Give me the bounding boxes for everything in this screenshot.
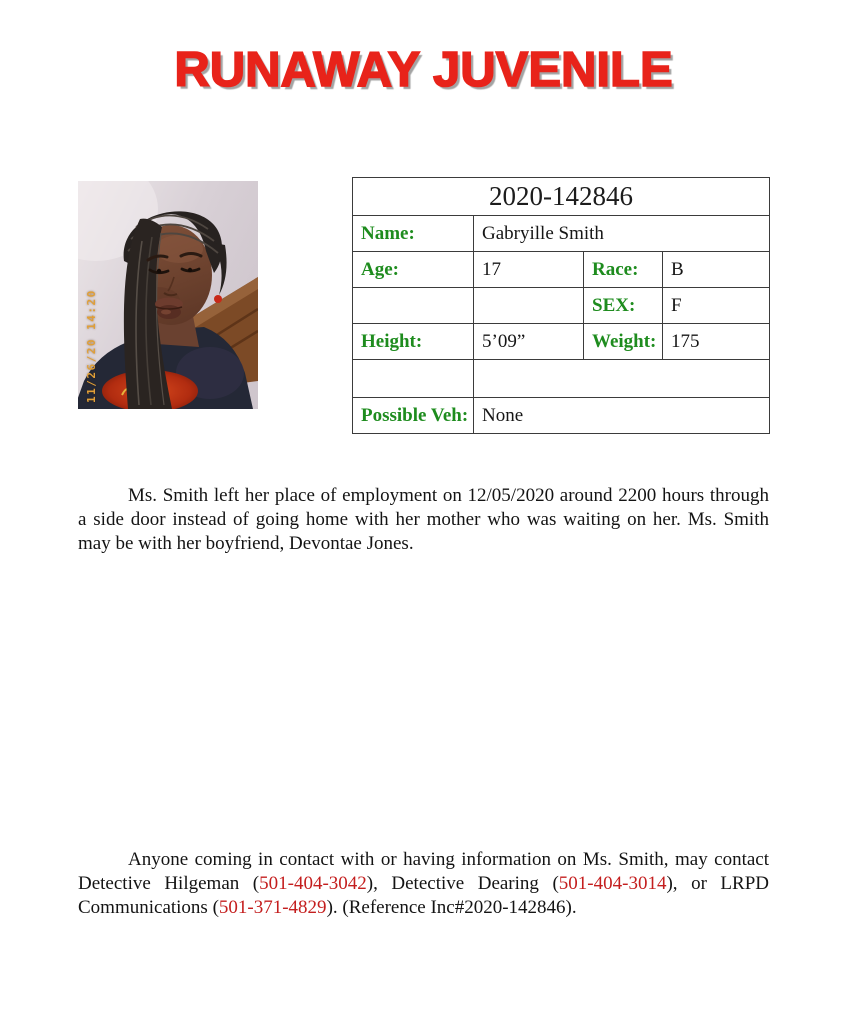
phone-number-2: 501-404-3014 [558,873,667,894]
contact-text-2: ), Detective Dearing ( [366,873,559,894]
case-number-row [353,178,770,216]
weight-value: 175 [663,324,770,360]
sex-label: SEX: [584,288,663,324]
photo-timestamp: 11/26/20 14:20 [85,289,98,403]
narrative-paragraph: Ms. Smith left her place of employment on 12/05/2020 around 2200 hours through a side door instead of going home with her mother who was waiting on her. Ms. Smith may be with her boyfriend, Devontae Jones. [78,485,769,554]
weight-label: Weight: [584,324,663,360]
height-weight-row [353,324,770,360]
page-title: RUNAWAY JUVENILE [174,43,673,97]
contact-text-4: ). (Reference Inc#2020-142846). [326,897,577,918]
possible-veh-label: Possible Veh: [353,398,474,434]
empty-cell [474,288,584,324]
height-value: 5’09” [474,324,584,360]
juvenile-photo [78,181,258,409]
name-value: Gabryille Smith [474,216,770,252]
age-label: Age: [353,252,474,288]
age-race-row [353,252,770,288]
case-number: 2020-142846 [353,178,770,216]
age-value: 17 [474,252,584,288]
possible-veh-value: None [474,398,770,434]
phone-number-3: 501-371-4829 [218,897,327,918]
possible-veh-row [353,398,770,434]
empty-cell [353,288,474,324]
empty-cell [474,360,770,398]
race-value: B [663,252,770,288]
empty-row [353,360,770,398]
phone-number-1: 501-404-3042 [259,873,367,894]
empty-cell [353,360,474,398]
name-row [353,216,770,252]
height-label: Height: [353,324,474,360]
sex-row [353,288,770,324]
case-details-table [352,177,770,434]
contact-paragraph [78,848,769,920]
contact-text-1: Anyone coming in contact with or having information on Ms. Smith, may contact Detective Hilgeman ( [78,849,769,894]
race-label: Race: [584,252,663,288]
sex-value: F [663,288,770,324]
portrait-illustration [78,181,258,409]
contact-text-3: ), or LRPD Communications ( [78,873,770,918]
name-label: Name: [353,216,474,252]
